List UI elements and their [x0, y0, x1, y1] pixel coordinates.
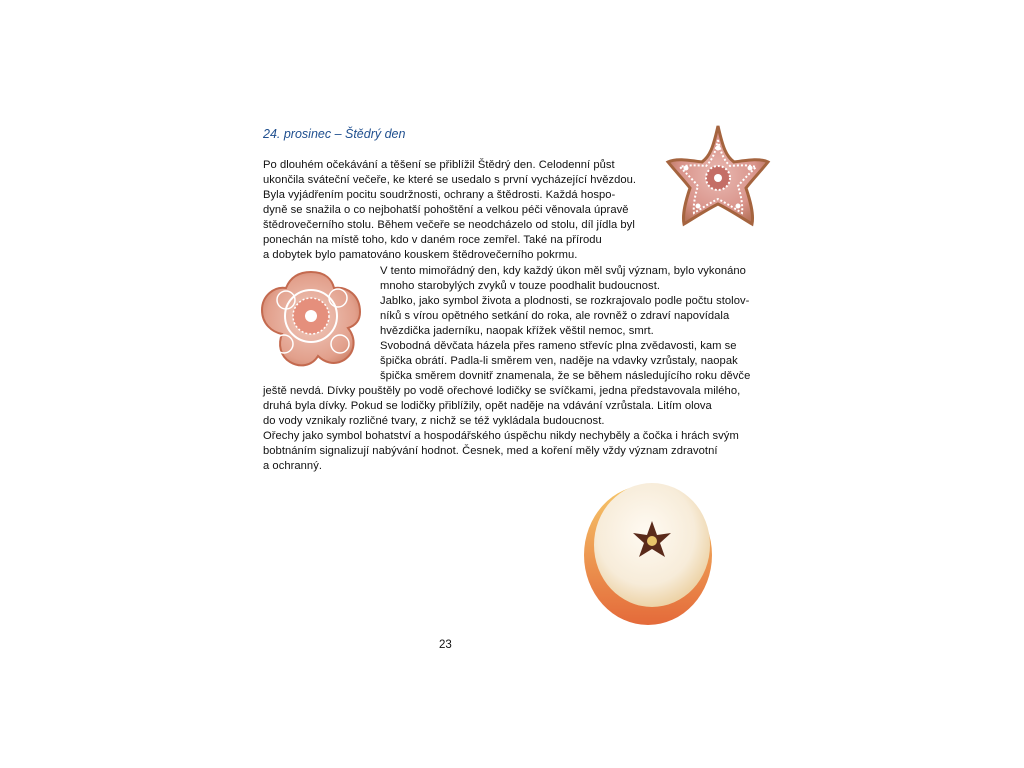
text-line: Svobodná děvčata házela přes rameno střevíc plna zvědavosti, kam se	[380, 340, 737, 352]
text-line: druhá byla dívky. Pokud se lodičky přiblížily, opět naděje na vdávání vzrůstala. Litím olova	[263, 400, 712, 412]
text-line: dyně se snažila o co nejbohatší pohoštění a velkou péči věnovala úpravě	[263, 204, 629, 216]
text-line: ponechán na místě toho, kdo v daném roce zemřel. Také na přírodu	[263, 234, 602, 246]
text-line: Byla vyjádřením pocitu soudržnosti, ochrany a štědrosti. Každá hospo-	[263, 189, 616, 201]
star-cookie-image	[660, 118, 776, 234]
text-line: bobtnáním signalizují nabývání hodnot. Česnek, med a koření měly vždy význam zdravotní	[263, 445, 718, 457]
page-title: 24. prosinec – Štědrý den	[263, 127, 406, 141]
text-line: Po dlouhém očekávání a těšení se přiblížil Štědrý den. Celodenní půst	[263, 159, 615, 171]
text-line: mnoho starobylých zvyků v touze poodhalit budoucnost.	[380, 280, 661, 292]
page-number: 23	[439, 639, 452, 651]
text-line: Ořechy jako symbol bohatství a hospodářského úspěchu nikdy nechyběly a čočka i hrách svým	[263, 430, 739, 442]
text-line: ukončila sváteční večeře, ke které se usedalo s první vycházející hvězdou.	[263, 174, 637, 186]
text-line: hvězdička jaderníku, naopak křížek věštil nemoc, smrt.	[380, 325, 654, 337]
text-line: a dobytek bylo pamatováno kouskem štědrovečerního pokrmu.	[263, 249, 578, 261]
text-line: špička obrátí. Padla-li směrem ven, naděje na vdavky vzrůstaly, naopak	[380, 355, 738, 367]
text-line: štědrovečerního stolu. Během večeře se neodcházelo od stolu, díl jídla byl	[263, 219, 635, 231]
apple-half-image	[572, 475, 722, 630]
text-line: Jablko, jako symbol života a plodnosti, se rozkrajovalo podle počtu stolov-	[380, 295, 750, 307]
text-line: do vody vznikaly rozličné tvary, z nichž se též vykládala budoucnost.	[263, 415, 605, 427]
flower-cookie-image	[256, 266, 366, 370]
text-line: špička směrem dovnitř znamenala, že se během následujícího roku děvče	[380, 370, 751, 382]
text-line: V tento mimořádný den, kdy každý úkon měl svůj význam, bylo vykonáno	[380, 265, 746, 277]
text-line: níků s vírou opětného setkání do roka, ale rovněž o zdraví napovídala	[380, 310, 730, 322]
text-line: ještě nevdá. Dívky pouštěly po vodě ořechové lodičky se svíčkami, jedna představovala milého,	[263, 385, 741, 397]
text-line: a ochranný.	[263, 460, 323, 472]
